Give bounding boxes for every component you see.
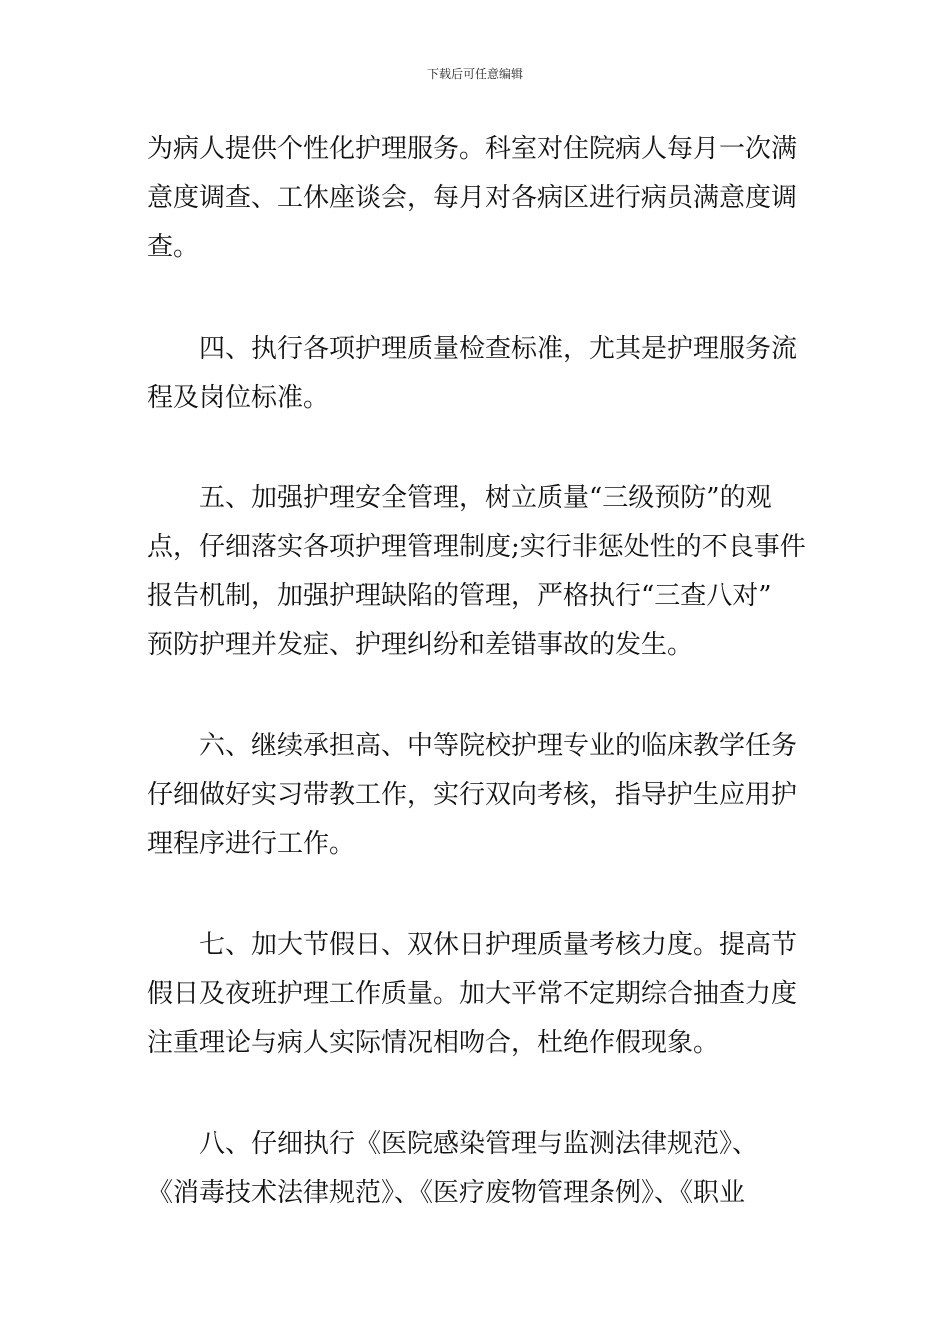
paragraph-line: 预防护理并发症、护理纠纷和差错事故的发生。 <box>147 630 694 660</box>
paragraph-line: 八、仔细执行《医院感染管理与监测法律规范》、 <box>199 1129 759 1159</box>
paragraph-line: 注重理论与病人实际情况相吻合，杜绝作假现象。 <box>147 1028 720 1058</box>
paragraph-line: 查。 <box>147 232 200 262</box>
paragraph-line: 为病人提供个性化护理服务。科室对住院病人每月一次满 <box>147 134 798 164</box>
paragraph-1 <box>147 125 817 272</box>
paragraph-line: 仔细做好实习带教工作，实行双向考核，指导护生应用护 <box>147 780 798 810</box>
paragraph-line: 五、加强护理安全管理，树立质量“三级预防”的观 <box>199 483 772 513</box>
paragraph-line: 意度调查、工休座谈会，每月对各病区进行病员满意度调 <box>147 183 798 213</box>
paragraph-line: 《消毒技术法律规范》、《医疗废物管理条例》、《职业 <box>147 1178 746 1208</box>
paragraph-3 <box>147 474 817 670</box>
paragraph-line: 报告机制，加强护理缺陷的管理，严格执行“三查八对” <box>147 581 772 611</box>
paragraph-line: 六、继续承担高、中等院校护理专业的临床教学任务 <box>199 731 798 761</box>
page-header: 下载后可任意编辑 <box>426 67 523 81</box>
paragraph-line: 假日及夜班护理工作质量。加大平常不定期综合抽查力度 <box>147 979 798 1009</box>
paragraph-line: 点，仔细落实各项护理管理制度;实行非惩处性的不良事件 <box>147 532 806 562</box>
paragraph-5 <box>147 921 817 1068</box>
paragraph-2 <box>147 325 817 423</box>
paragraph-line: 四、执行各项护理质量检查标准，尤其是护理服务流 <box>199 334 798 364</box>
paragraph-6 <box>147 1120 817 1218</box>
paragraph-4 <box>147 722 817 869</box>
paragraph-line: 理程序进行工作。 <box>147 829 356 859</box>
paragraph-line: 程及岗位标准。 <box>147 383 330 413</box>
paragraph-line: 七、加大节假日、双休日护理质量考核力度。提高节 <box>199 930 798 960</box>
